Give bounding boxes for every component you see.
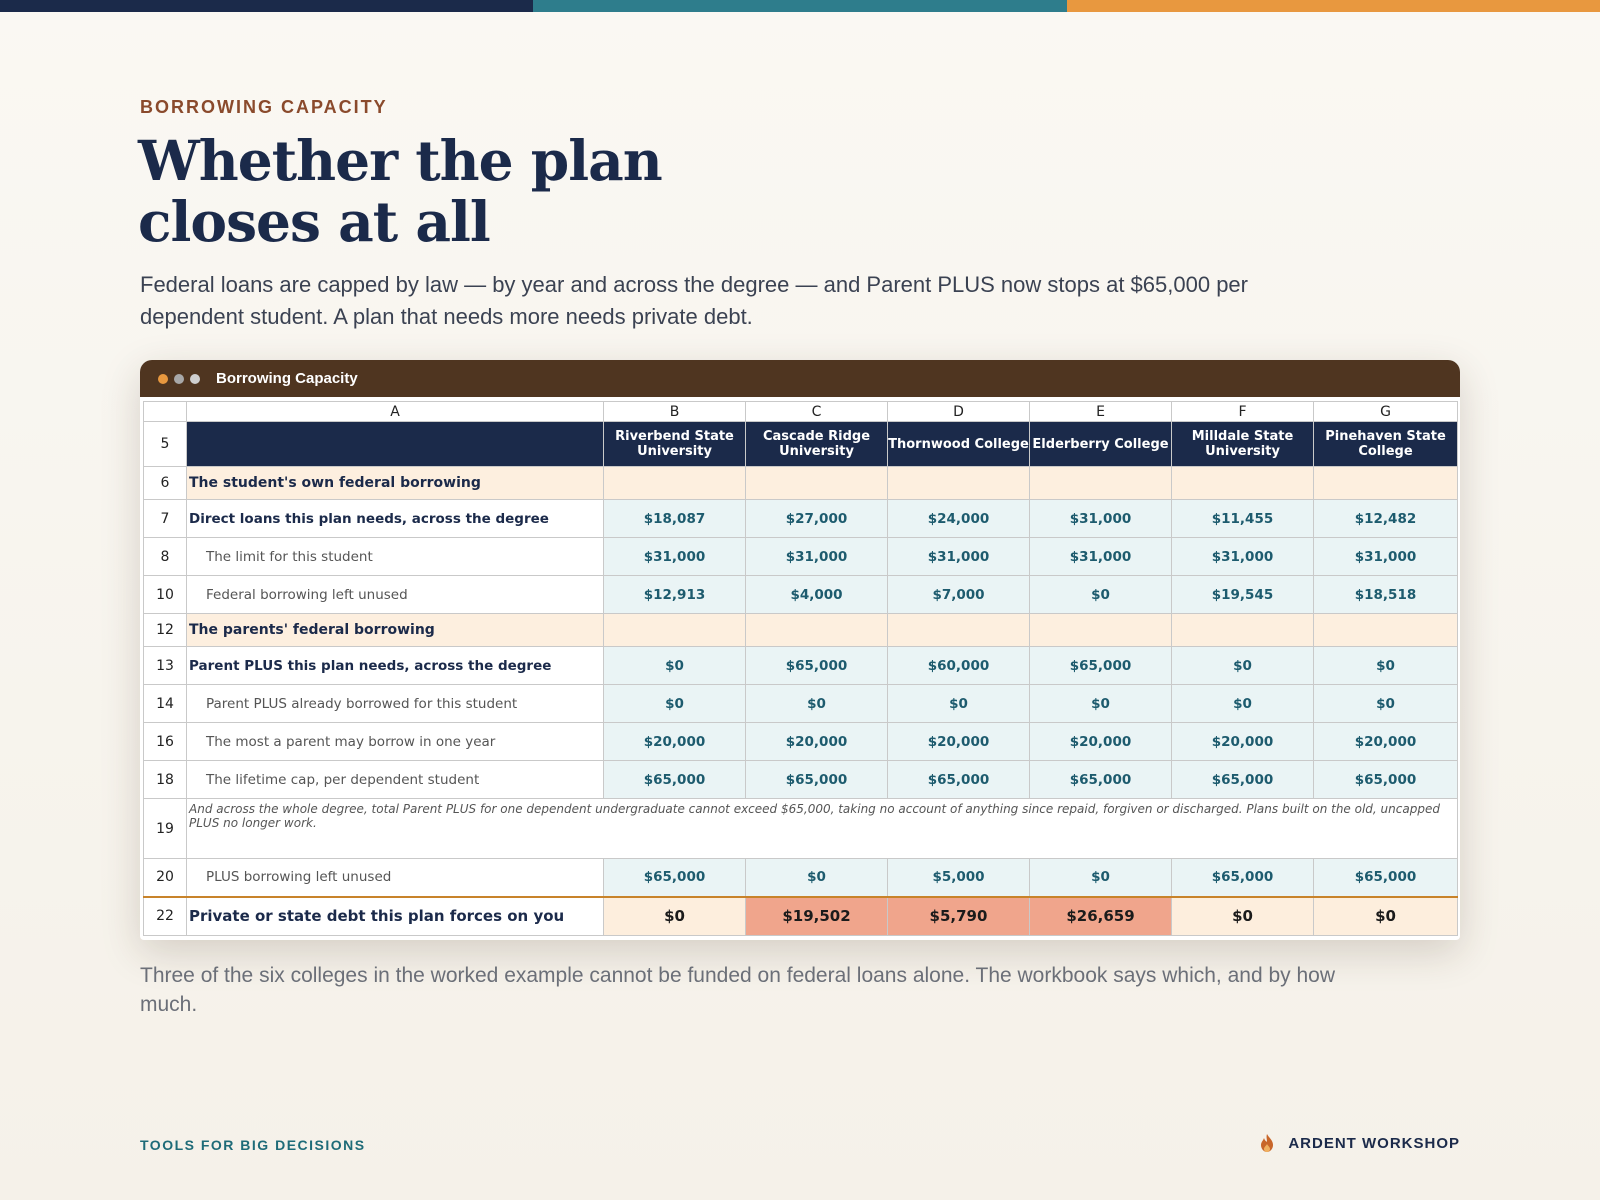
column-header-c[interactable]: C [746,402,888,422]
value-cell[interactable]: $65,000 [1172,761,1314,799]
value-cell[interactable]: $20,000 [1030,723,1172,761]
value-cell[interactable]: $0 [604,685,746,723]
value-cell[interactable]: $12,482 [1314,500,1458,538]
row-number[interactable]: 16 [144,723,187,761]
total-cell-highlight[interactable]: $19,502 [746,897,888,936]
column-header-e[interactable]: E [1030,402,1172,422]
value-cell[interactable]: $65,000 [604,859,746,897]
row-number[interactable]: 7 [144,500,187,538]
column-header-g[interactable]: G [1314,402,1458,422]
value-cell[interactable]: $19,545 [1172,576,1314,614]
section-label[interactable]: The student's own federal borrowing [187,467,604,500]
total-cell[interactable]: $0 [1172,897,1314,936]
row-label[interactable]: The lifetime cap, per dependent student [187,761,604,799]
row-label[interactable]: Federal borrowing left unused [187,576,604,614]
window-dot-orange-icon[interactable] [158,374,168,384]
column-header-a[interactable]: A [187,402,604,422]
cell[interactable] [746,614,888,647]
row-number[interactable]: 13 [144,647,187,685]
spreadsheet-window [140,360,1460,940]
row-label[interactable]: Direct loans this plan needs, across the degree [187,500,604,538]
window-dot-light-icon[interactable] [190,374,200,384]
value-cell[interactable]: $65,000 [604,761,746,799]
value-cell[interactable]: $20,000 [888,723,1030,761]
college-header[interactable]: Elderberry College [1030,422,1172,467]
column-header-row [144,402,1458,422]
value-cell[interactable]: $0 [1030,576,1172,614]
value-cell[interactable]: $65,000 [1314,859,1458,897]
cell[interactable] [888,467,1030,500]
table-row [144,685,1458,723]
cell[interactable] [746,467,888,500]
value-cell[interactable]: $31,000 [888,538,1030,576]
row-number[interactable]: 22 [144,897,187,936]
cell[interactable] [1314,614,1458,647]
value-cell[interactable]: $65,000 [746,761,888,799]
value-cell[interactable]: $0 [1172,685,1314,723]
cell[interactable] [888,614,1030,647]
value-cell[interactable]: $60,000 [888,647,1030,685]
college-header[interactable]: Riverbend State University [604,422,746,467]
college-header[interactable]: Milldale State University [1172,422,1314,467]
cell[interactable] [604,467,746,500]
note-row [144,799,1458,859]
value-cell[interactable]: $11,455 [1172,500,1314,538]
table-row [144,647,1458,685]
table-row [144,576,1458,614]
cell[interactable] [187,422,604,467]
page-title [138,130,938,252]
footer-brand [1258,1133,1460,1153]
column-header-b[interactable]: B [604,402,746,422]
value-cell[interactable]: $0 [1172,647,1314,685]
value-cell[interactable]: $0 [1030,685,1172,723]
value-cell[interactable]: $0 [746,685,888,723]
eyebrow: BORROWING CAPACITY [140,97,388,117]
value-cell[interactable]: $20,000 [604,723,746,761]
row-number[interactable]: 14 [144,685,187,723]
cell[interactable] [1030,467,1172,500]
brand-name: ARDENT WORKSHOP [1288,1134,1460,1152]
college-header[interactable]: Cascade Ridge University [746,422,888,467]
table-row [144,723,1458,761]
college-header[interactable]: Pinehaven State College [1314,422,1458,467]
row-number[interactable]: 8 [144,538,187,576]
value-cell[interactable]: $65,000 [1172,859,1314,897]
value-cell[interactable]: $20,000 [746,723,888,761]
value-cell[interactable]: $18,087 [604,500,746,538]
college-header-row [144,422,1458,467]
table-row [144,761,1458,799]
row-number[interactable]: 6 [144,467,187,500]
value-cell[interactable]: $65,000 [888,761,1030,799]
value-cell[interactable]: $0 [888,685,1030,723]
value-cell[interactable]: $7,000 [888,576,1030,614]
value-cell[interactable]: $31,000 [1030,500,1172,538]
value-cell[interactable]: $31,000 [1172,538,1314,576]
value-cell[interactable]: $0 [746,859,888,897]
value-cell[interactable]: $0 [1030,859,1172,897]
table-row [144,859,1458,897]
row-number[interactable]: 12 [144,614,187,647]
window-title: Borrowing Capacity [216,370,358,387]
window-titlebar [140,360,1460,397]
note-cell[interactable]: And across the whole degree, total Parent PLUS for one dependent undergraduate cannot exceed $65,000, taking no account of anything since repaid, forgiven or discharged. Plans built on the old, uncapped PLUS no longer work. [187,799,1458,859]
top-accent-bar [0,0,1600,12]
cell[interactable] [1314,467,1458,500]
value-cell[interactable]: $27,000 [746,500,888,538]
total-label[interactable]: Private or state debt this plan forces on you [187,897,604,936]
corner-cell[interactable] [144,402,187,422]
section-label[interactable]: The parents' federal borrowing [187,614,604,647]
table-row [144,500,1458,538]
subtitle: Federal loans are capped by law — by year and across the degree — and Parent PLUS now stops at $65,000 per dependent student. A plan that needs more needs private debt. [140,272,1248,329]
value-cell[interactable]: $65,000 [1030,647,1172,685]
row-label[interactable]: The most a parent may borrow in one year [187,723,604,761]
cell[interactable] [1030,614,1172,647]
row-number[interactable]: 19 [144,799,187,859]
cell[interactable] [1172,467,1314,500]
section-row [144,614,1458,647]
accent-orange [1067,0,1600,12]
total-cell[interactable]: $0 [604,897,746,936]
caption: Three of the six colleges in the worked example cannot be funded on federal loans alone. The workbook says which, and by how much. [140,964,1336,1016]
value-cell[interactable]: $0 [604,647,746,685]
column-header-f[interactable]: F [1172,402,1314,422]
column-header-d[interactable]: D [888,402,1030,422]
value-cell[interactable]: $24,000 [888,500,1030,538]
value-cell[interactable]: $20,000 [1172,723,1314,761]
total-cell-highlight[interactable]: $5,790 [888,897,1030,936]
table-row [144,538,1458,576]
value-cell[interactable]: $65,000 [1314,761,1458,799]
value-cell[interactable]: $31,000 [1314,538,1458,576]
total-cell[interactable]: $0 [1314,897,1458,936]
cell[interactable] [1172,614,1314,647]
row-label[interactable]: PLUS borrowing left unused [187,859,604,897]
accent-teal [533,0,1066,12]
value-cell[interactable]: $31,000 [604,538,746,576]
window-dot-grey-icon[interactable] [174,374,184,384]
value-cell[interactable]: $65,000 [1030,761,1172,799]
cell[interactable] [604,614,746,647]
row-number[interactable]: 20 [144,859,187,897]
flame-icon [1258,1133,1276,1153]
value-cell[interactable]: $65,000 [746,647,888,685]
value-cell[interactable]: $31,000 [746,538,888,576]
value-cell[interactable]: $18,518 [1314,576,1458,614]
row-label[interactable]: The limit for this student [187,538,604,576]
value-cell[interactable]: $0 [1314,647,1458,685]
college-header[interactable]: Thornwood College [888,422,1030,467]
accent-navy [0,0,533,12]
row-label[interactable]: Parent PLUS already borrowed for this student [187,685,604,723]
section-row [144,467,1458,500]
row-number[interactable]: 10 [144,576,187,614]
value-cell[interactable]: $20,000 [1314,723,1458,761]
title-line-2: closes at all [138,189,490,254]
spreadsheet-grid [143,401,1458,936]
row-number[interactable]: 18 [144,761,187,799]
footer-tagline: TOOLS FOR BIG DECISIONS [140,1137,366,1153]
value-cell[interactable]: $0 [1314,685,1458,723]
total-cell-highlight[interactable]: $26,659 [1030,897,1172,936]
value-cell[interactable]: $5,000 [888,859,1030,897]
row-number[interactable]: 5 [144,422,187,467]
title-line-1: Whether the plan [138,128,662,193]
value-cell[interactable]: $31,000 [1030,538,1172,576]
value-cell[interactable]: $12,913 [604,576,746,614]
total-row [144,897,1458,936]
value-cell[interactable]: $4,000 [746,576,888,614]
row-label[interactable]: Parent PLUS this plan needs, across the degree [187,647,604,685]
